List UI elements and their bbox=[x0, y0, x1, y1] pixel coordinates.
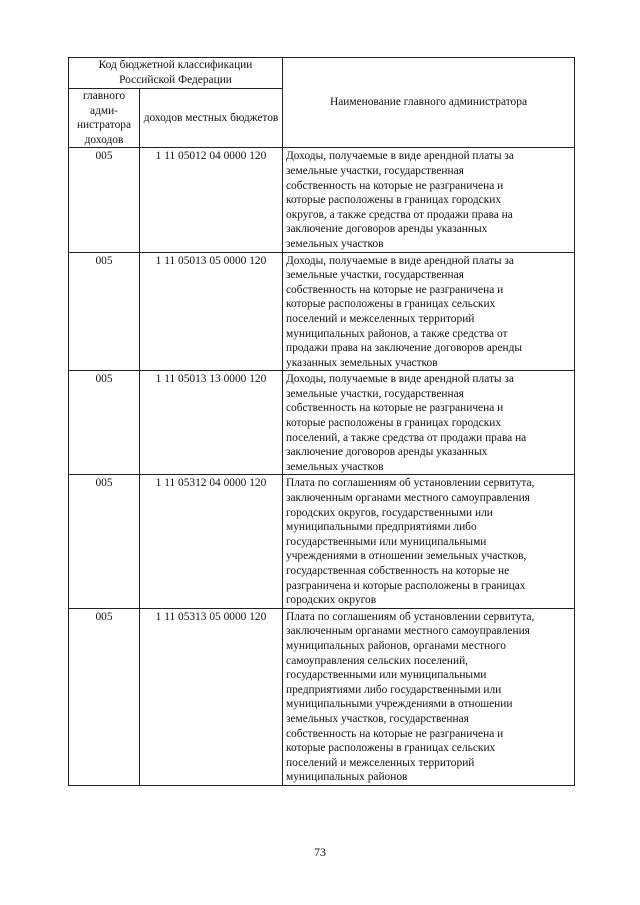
admin-name-line: Доходы, получаемые в виде арендной платы за bbox=[286, 150, 514, 163]
admin-name-line: продажи права на заключение договоров аренды bbox=[286, 342, 523, 355]
header-code-group: Код бюджетной классификации Российской Федерации bbox=[69, 58, 283, 89]
header-admin-name: Наименование главного администратора bbox=[283, 58, 575, 148]
income-code-cell: 1 11 05013 05 0000 120 bbox=[140, 252, 283, 371]
admin-name-line: муниципальных районов, а также средства от bbox=[286, 327, 508, 340]
admin-name-line: предприятиями либо государственными или bbox=[286, 683, 502, 696]
admin-name-line: поселений, а также средства от продажи права на bbox=[286, 431, 527, 444]
admin-name-line: которые расположены в границах городских bbox=[286, 194, 502, 207]
admin-code-cell: 005 bbox=[69, 148, 140, 252]
admin-code-cell: 005 bbox=[69, 475, 140, 608]
admin-name-line: Плата по соглашениям об установлении сервитута, bbox=[286, 477, 535, 490]
income-code-cell: 1 11 05012 04 0000 120 bbox=[140, 148, 283, 252]
admin-name-cell bbox=[283, 371, 575, 475]
budget-classification-table bbox=[68, 57, 575, 786]
admin-name-line: земельные участки, государственная bbox=[286, 269, 464, 282]
admin-name-line: земельных участков, государственная bbox=[286, 712, 469, 725]
page-number: 73 bbox=[314, 845, 326, 859]
admin-name-line: собственность на которые не разграничена и bbox=[286, 179, 504, 192]
admin-name-cell bbox=[283, 608, 575, 785]
income-code-cell: 1 11 05013 13 0000 120 bbox=[140, 371, 283, 475]
admin-name-line: земельных участков bbox=[286, 237, 384, 250]
table-row bbox=[69, 148, 575, 252]
admin-name-cell bbox=[283, 148, 575, 252]
admin-name-line: округов, а также средства от продажи права на bbox=[286, 208, 513, 221]
admin-name-line: заключение договоров аренды указанных bbox=[286, 223, 488, 236]
admin-name-line: Плата по соглашениям об установлении сервитута, bbox=[286, 610, 535, 623]
admin-name-cell bbox=[283, 475, 575, 608]
admin-name-line: Доходы, получаемые в виде арендной платы за bbox=[286, 254, 514, 267]
admin-name-line: земельных участков bbox=[286, 460, 384, 473]
admin-name-line: муниципальных районов bbox=[286, 771, 408, 784]
admin-name-line: городских округов, государственными или bbox=[286, 506, 493, 519]
header-local-income: доходов местных бюджетов bbox=[140, 89, 283, 148]
admin-code-cell: 005 bbox=[69, 252, 140, 371]
table-row bbox=[69, 475, 575, 608]
admin-name-line: которые расположены в границах сельских bbox=[286, 298, 496, 311]
table-header-row bbox=[69, 58, 575, 89]
admin-name-line: поселений и межселенных территорий bbox=[286, 756, 475, 769]
header-chief-admin: главного адми-нистратора доходов bbox=[69, 89, 140, 148]
income-code-cell: 1 11 05312 04 0000 120 bbox=[140, 475, 283, 608]
admin-name-line: городских округов bbox=[286, 594, 377, 607]
admin-name-line: государственными или муниципальными bbox=[286, 535, 487, 548]
admin-name-line: собственность на которые не разграничена и bbox=[286, 283, 504, 296]
admin-name-line: муниципальными учреждениями в отношении bbox=[286, 698, 513, 711]
admin-name-line: которые расположены в границах сельских bbox=[286, 742, 496, 755]
table-row bbox=[69, 252, 575, 371]
admin-name-line: указанных земельных участков bbox=[286, 356, 438, 369]
admin-name-line: которые расположены в границах городских bbox=[286, 417, 502, 430]
admin-name-line: учреждениями в отношении земельных участков, bbox=[286, 550, 527, 563]
income-code-cell: 1 11 05313 05 0000 120 bbox=[140, 608, 283, 785]
admin-name-cell bbox=[283, 252, 575, 371]
admin-name-line: заключение договоров аренды указанных bbox=[286, 446, 488, 459]
admin-name-line: земельные участки, государственная bbox=[286, 164, 464, 177]
admin-name-line: государственная собственность на которые не bbox=[286, 565, 510, 577]
admin-name-line: собственность на которые не разграничена и bbox=[286, 727, 504, 740]
admin-code-cell: 005 bbox=[69, 608, 140, 785]
admin-name-line: поселений и межселенных территорий bbox=[286, 312, 475, 325]
admin-name-line: Доходы, получаемые в виде арендной платы за bbox=[286, 373, 514, 386]
admin-name-line: земельные участки, государственная bbox=[286, 387, 464, 400]
admin-name-line: муниципальными предприятиями либо bbox=[286, 521, 477, 534]
admin-name-line: государственными или муниципальными bbox=[286, 669, 487, 682]
admin-name-line: собственность на которые не разграничена и bbox=[286, 402, 504, 415]
admin-name-line: самоуправления сельских поселений, bbox=[286, 654, 469, 667]
admin-code-cell: 005 bbox=[69, 371, 140, 475]
admin-name-line: разграничена и которые расположены в границах bbox=[286, 579, 526, 592]
admin-name-line: муниципальных районов, органами местного bbox=[286, 639, 506, 652]
admin-name-line: заключенным органами местного самоуправления bbox=[286, 625, 530, 638]
table-row bbox=[69, 608, 575, 785]
admin-name-line: заключенным органами местного самоуправления bbox=[286, 492, 530, 505]
table-row bbox=[69, 371, 575, 475]
